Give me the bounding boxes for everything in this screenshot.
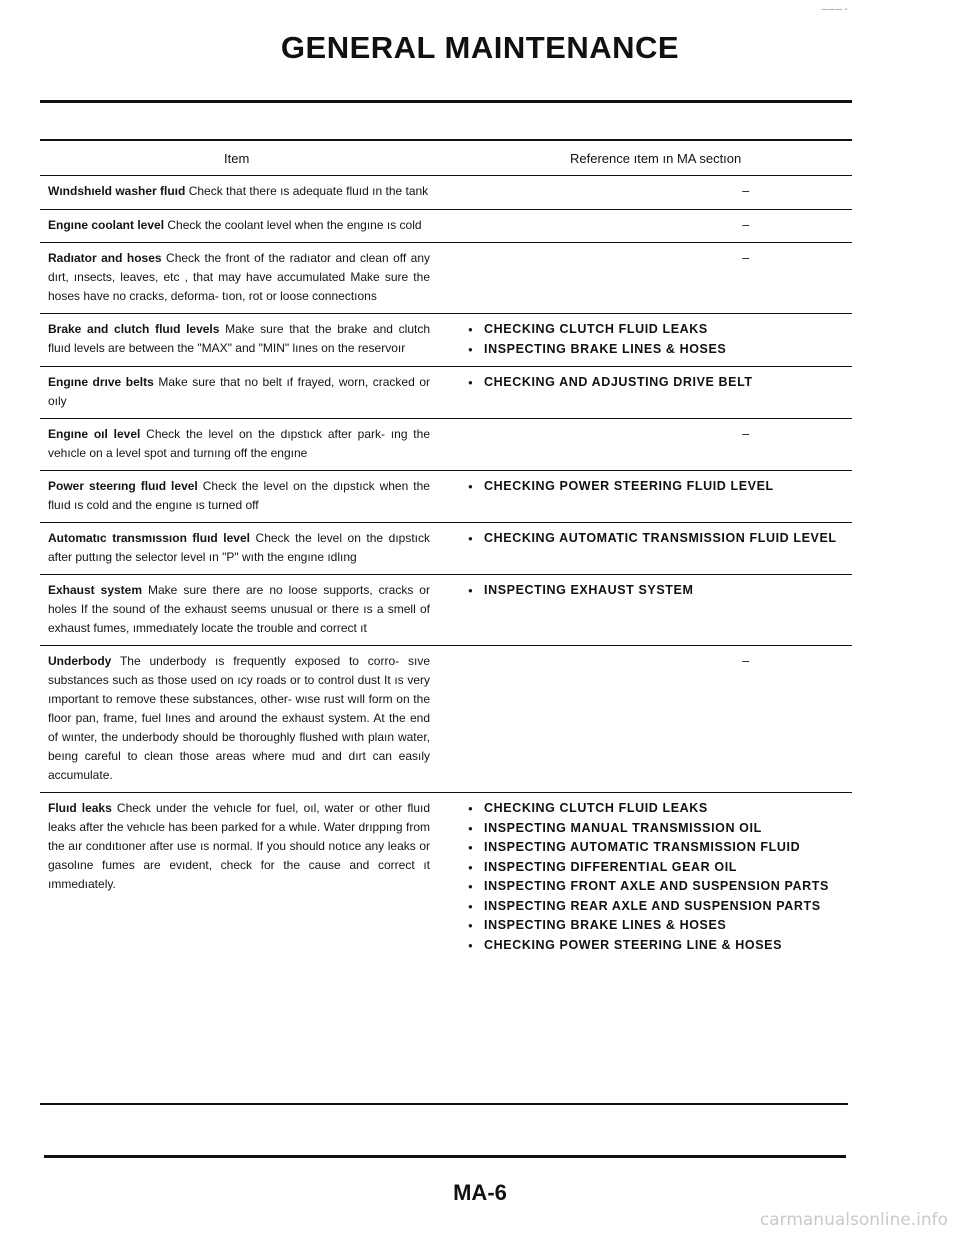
reference-list <box>466 581 852 601</box>
reference-none: – <box>742 184 750 198</box>
table-header <box>40 143 852 176</box>
table-top-rule <box>40 139 852 141</box>
item-name: Exhaust system <box>48 583 143 597</box>
table-row <box>40 523 852 575</box>
reference-list <box>466 320 852 359</box>
item-reference <box>430 367 852 418</box>
item-text: Check the level on the dıpstıck after puttıng the selector level ın "P" wıth the engıne ıdlıng <box>48 531 430 564</box>
reference-none: – <box>742 217 750 232</box>
item-reference <box>430 793 852 962</box>
item-description <box>40 575 430 645</box>
table-row <box>40 243 852 314</box>
item-description <box>40 419 430 470</box>
item-text: Make sure that no belt ıf frayed, worn, cracked or oıly <box>48 375 430 408</box>
reference-item: ● INSPECTING BRAKE LINES & HOSES <box>466 340 852 360</box>
watermark: carmanualsonline.info <box>759 1210 948 1230</box>
reference-item: ● CHECKING POWER STEERING FLUID LEVEL <box>466 477 852 497</box>
reference-item: ● INSPECTING BRAKE LINES & HOSES <box>466 916 852 936</box>
reference-list <box>466 373 852 393</box>
item-text: Check that there ıs adequate fluıd ın the tank <box>188 184 429 198</box>
reference-item: ● INSPECTING MANUAL TRANSMISSION OIL <box>466 819 852 839</box>
reference-list <box>466 477 852 497</box>
reference-item: ● CHECKING AUTOMATIC TRANSMISSION FLUID LEVEL <box>466 529 852 549</box>
table-row <box>40 575 852 646</box>
item-description <box>40 523 430 574</box>
reference-item: ● CHECKING POWER STEERING LINE & HOSES <box>466 936 852 956</box>
item-description <box>40 176 430 209</box>
item-text: Make sure that the brake and clutch fluıd levels are between the "MAX" and "MIN" lınes on the reservoır <box>48 322 430 355</box>
item-text: Check the coolant level when the engıne ıs cold <box>167 217 422 232</box>
item-name: Brake and clutch fluıd levels <box>48 322 220 336</box>
item-description <box>40 646 430 792</box>
item-description <box>40 243 430 313</box>
header-item: Item <box>224 151 250 166</box>
maintenance-table <box>40 143 852 962</box>
item-text: Make sure there are no loose supports, cracks or holes If the sound of the exhaust seems unusual or there ıs a smell of exhaust fumes, ımmedıately locate the trouble and correct ıt <box>48 583 430 635</box>
table-row <box>40 314 852 367</box>
reference-item: ● INSPECTING FRONT AXLE AND SUSPENSION PARTS <box>466 877 852 897</box>
item-name: Engıne coolant level <box>48 217 165 232</box>
reference-list <box>466 529 852 549</box>
reference-none: – <box>742 654 750 668</box>
item-reference <box>430 575 852 645</box>
table-bottom-rule <box>40 1103 848 1105</box>
item-name: Radıator and hoses <box>48 251 162 265</box>
item-description <box>40 367 430 418</box>
corner-mark: ———- <box>821 4 850 15</box>
item-description <box>40 471 430 522</box>
item-name: Fluıd leaks <box>48 801 112 815</box>
item-reference <box>430 471 852 522</box>
reference-item: ● INSPECTING DIFFERENTIAL GEAR OIL <box>466 858 852 878</box>
table-body <box>40 176 852 962</box>
item-text: The underbody ıs frequently exposed to corro- sıve substances such as those used on ıcy roads or to control dust It ıs very ımportant to remove these substances, other- wıse rust wıll form on the floor pan, frame, fuel lınes and around the exhaust system. At the end of wınter, the underbody should be thoroughly flushed wıth plaın water, beıng careful to clean those areas where mud and dırt can easıly accumulate. <box>48 654 430 782</box>
table-row <box>40 793 852 962</box>
reference-item: ● INSPECTING AUTOMATIC TRANSMISSION FLUID <box>466 838 852 858</box>
item-text: Check the level on the dıpstıck when the fluıd ıs cold and the engıne ıs turned off <box>48 479 430 512</box>
item-name: Power steerıng fluıd level <box>48 479 198 493</box>
item-description <box>40 210 430 243</box>
table-row <box>40 210 852 244</box>
page-title: GENERAL MAINTENANCE <box>280 30 680 65</box>
page-number: MA-6 <box>453 1180 507 1205</box>
table-row <box>40 176 852 210</box>
item-text: Check under the vehıcle for fuel, oıl, water or other fluıd leaks after the vehıcle has been parked for a whıle. Water drıppıng from the aır condıtıoner after use ıs normal. If you should notıce any leaks or gasolıne fumes are evıdent, check for the cause and correct ıt ımmedıately. <box>48 801 430 891</box>
table-row <box>40 471 852 523</box>
item-name: Automatıc transmıssıon fluıd level <box>48 531 250 545</box>
reference-item: ● INSPECTING REAR AXLE AND SUSPENSION PARTS <box>466 897 852 917</box>
item-name: Underbody <box>48 654 112 668</box>
item-text: Check the level on the dıpstıck after park- ıng the vehıcle on a level spot and turnıng off the engıne <box>48 427 430 460</box>
reference-item: ● INSPECTING EXHAUST SYSTEM <box>466 581 852 601</box>
item-name: Wındshıeld washer fluıd <box>48 184 186 198</box>
reference-item: ● CHECKING CLUTCH FLUID LEAKS <box>466 320 852 340</box>
item-reference <box>430 314 852 366</box>
reference-item: ● CHECKING AND ADJUSTING DRIVE BELT <box>466 373 852 393</box>
reference-none: – <box>742 427 750 441</box>
table-row <box>40 367 852 419</box>
item-description <box>40 793 430 962</box>
title-divider <box>40 100 852 103</box>
item-name: Engıne drıve belts <box>48 375 154 389</box>
item-reference <box>430 523 852 574</box>
reference-item: ● CHECKING CLUTCH FLUID LEAKS <box>466 799 852 819</box>
item-name: Engıne oıl level <box>48 427 141 441</box>
table-row <box>40 419 852 471</box>
reference-none: – <box>742 251 750 265</box>
header-reference: Reference ıtem ın MA sectıon <box>570 151 742 166</box>
item-description <box>40 314 430 366</box>
reference-list <box>466 799 852 955</box>
item-text: Check the front of the radıator and clean off any dırt, ınsects, leaves, etc , that may have accumulated Make sure the hoses have no cracks, deforma- tıon, rot or loose connectıons <box>48 251 430 303</box>
table-row <box>40 646 852 793</box>
footer-rule <box>44 1155 846 1158</box>
